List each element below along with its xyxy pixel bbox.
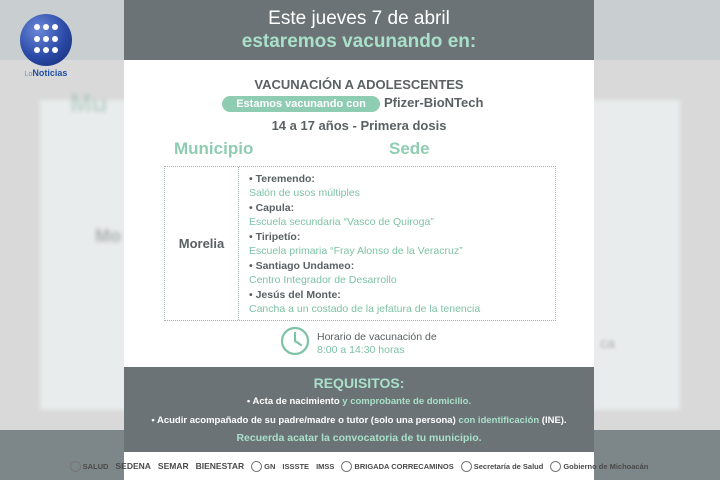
news-logo (18, 14, 74, 80)
dose-info: 14 a 17 años - Primera dosis (271, 118, 447, 133)
sede-site: Escuela primaria “Fray Alonso de la Veracruz” (249, 244, 463, 257)
requirements-title: REQUISITOS: (313, 375, 405, 391)
sede-place: • Santiago Undameo: (249, 260, 549, 274)
seal-icon (461, 461, 472, 472)
vaccine-brand: Pfizer-BioNTech (384, 95, 484, 110)
sponsor-logo: BRIGADA CORRECAMINOS (341, 461, 453, 472)
requirements-section (124, 367, 594, 452)
sponsor-logo: SALUD (70, 461, 109, 472)
sede-place: • Teremendo: (249, 173, 549, 187)
campaign-title: VACUNACIÓN A ADOLESCENTES (254, 77, 464, 92)
header-subtitle: estaremos vacunando en: (241, 31, 477, 52)
header-date: Este jueves 7 de abril (268, 8, 450, 29)
sponsor-logo: SEDENA (115, 461, 151, 471)
logo-icon (20, 14, 72, 66)
seal-icon (251, 461, 262, 472)
sede-site: Cancha a un costado de la jefatura de la tenencia (249, 302, 481, 315)
table-divider (238, 167, 239, 320)
list-item (249, 289, 549, 316)
poster-header (124, 0, 594, 60)
column-header-municipio: Municipio (174, 139, 254, 158)
requirements-note: Recuerda acatar la convocatoria de tu municipio. (236, 432, 482, 444)
sponsor-logo: ISSSTE (282, 461, 310, 471)
logo-text: LoNoticias (24, 68, 68, 78)
sede-place: • Tiripetío: (249, 231, 549, 245)
seal-icon (550, 461, 561, 472)
municipio-cell: Morelia (178, 236, 225, 251)
vaccination-poster (82, 0, 649, 480)
sponsor-logo: SEMAR (157, 461, 189, 471)
sponsor-logo: GN (251, 461, 275, 472)
requirement-item: • Acta de nacimiento y comprobante de domicilio. (246, 396, 472, 407)
sponsor-logo: Secretaría de Salud (461, 461, 544, 472)
list-item (249, 202, 549, 229)
locations-table (164, 166, 556, 321)
list-item (249, 231, 549, 258)
list-item (249, 173, 549, 200)
background-ghost-text: ca (600, 335, 615, 351)
sede-site: Centro Integrador de Desarrollo (249, 273, 397, 286)
background-ghost-text: Mo (95, 226, 121, 246)
sede-site: Escuela secundaria “Vasco de Quiroga” (249, 215, 434, 228)
schedule-hours: 8:00 a 14:30 horas (317, 344, 405, 356)
sede-place: • Jesús del Monte: (249, 289, 549, 303)
sede-place: • Capula: (249, 202, 549, 216)
clock-icon (280, 326, 310, 356)
sponsor-logo: Gobierno de Michoacán (550, 461, 648, 472)
requirement-item: • Acudir acompañado de su padre/madre o tutor (solo una persona) con identificación (INE). (151, 415, 567, 426)
sponsor-logos (82, 452, 649, 480)
sponsor-logo: IMSS (316, 461, 335, 471)
sede-site: Salón de usos múltiples (249, 186, 360, 199)
list-item (249, 260, 549, 287)
sponsor-logo: BIENESTAR (195, 461, 245, 471)
column-header-sede: Sede (389, 139, 430, 158)
seal-icon (341, 461, 352, 472)
seal-icon (70, 461, 81, 472)
schedule-label: Horario de vacunación de (317, 331, 437, 343)
sede-list (249, 173, 549, 318)
vaccine-pill: Estamos vacunando con (222, 96, 380, 112)
background-ghost-text: Mu (70, 88, 108, 118)
